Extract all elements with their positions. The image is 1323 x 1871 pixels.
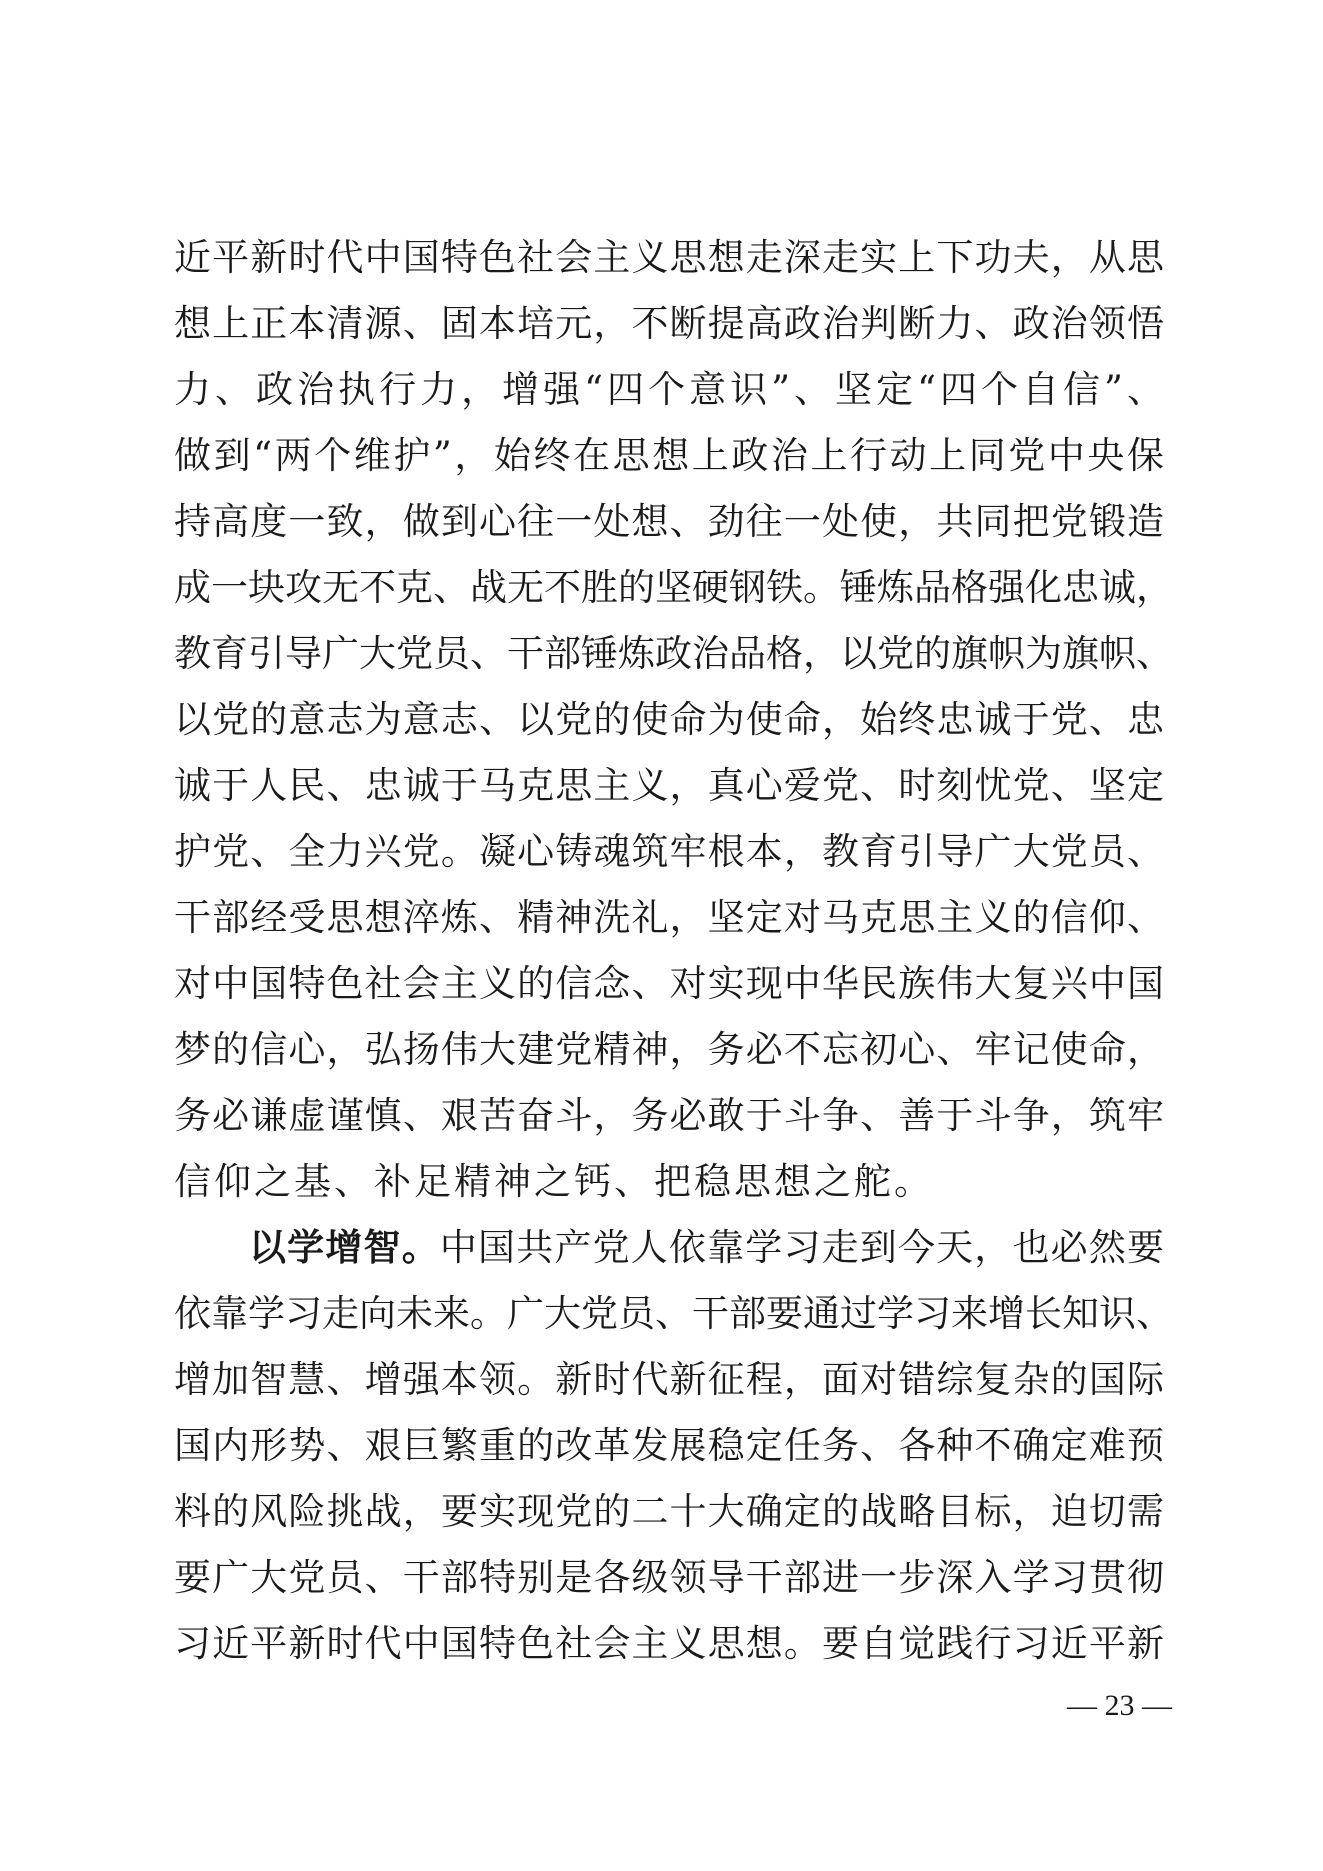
text-line: 近平新时代中国特色社会主义思想走深走实上下功夫，从思 xyxy=(174,236,1164,279)
text-line: 增加智慧、增强本领。新时代新征程，面对错综复杂的国际 xyxy=(174,1358,1164,1401)
text-line: 梦的信心，弘扬伟大建党精神，务必不忘初心、牢记使命， xyxy=(174,1028,1164,1071)
page-number: — 23 — xyxy=(1067,1689,1172,1722)
text-line: 教育引导广大党员、干部锤炼政治品格，以党的旗帜为旗帜、 xyxy=(174,632,1173,675)
text-line: 干部经受思想淬炼、精神洗礼，坚定对马克思主义的信仰、 xyxy=(174,896,1164,939)
text-line: 要广大党员、干部特别是各级领导干部进一步深入学习贯彻 xyxy=(174,1556,1164,1599)
text-line: 习近平新时代中国特色社会主义思想。要自觉践行习近平新 xyxy=(174,1622,1164,1665)
paragraph-2 xyxy=(174,1215,1173,1677)
text-line: 以党的意志为意志、以党的使命为使命，始终忠诚于党、忠 xyxy=(174,698,1164,741)
text-line: 想上正本清源、固本培元，不断提高政治判断力、政治领悟 xyxy=(174,302,1164,345)
paragraph-heading: 以学增智。 xyxy=(249,1226,440,1269)
text-line: 力、政治执行力，增强“四个意识”、坚定“四个自信”、 xyxy=(174,368,1164,411)
text-line: 国内形势、艰巨繁重的改革发展稳定任务、各种不确定难预 xyxy=(174,1424,1164,1467)
text-line: 依靠学习走向未来。广大党员、干部要通过学习来增长知识、 xyxy=(174,1292,1173,1335)
text-line: 对中国特色社会主义的信念、对实现中华民族伟大复兴中国 xyxy=(174,962,1164,1005)
text-line: 料的风险挑战，要实现党的二十大确定的战略目标，迫切需 xyxy=(174,1490,1164,1533)
text-line: 做到“两个维护”，始终在思想上政治上行动上同党中央保 xyxy=(174,434,1164,477)
paragraph-1 xyxy=(174,225,1173,1215)
body-text xyxy=(174,225,1173,1677)
text-line xyxy=(174,1215,1164,1281)
heading-line-text: 中国共产党人依靠学习走到今天，也必然要 xyxy=(439,1226,1165,1269)
text-line: 护党、全力兴党。凝心铸魂筑牢根本，教育引导广大党员、 xyxy=(174,830,1164,873)
text-line: 务必谦虚谨慎、艰苦奋斗，务必敢于斗争、善于斗争，筑牢 xyxy=(174,1094,1164,1137)
text-line: 信仰之基、补足精神之钙、把稳思想之舵。 xyxy=(174,1160,934,1203)
text-line: 成一块攻无不克、战无不胜的坚硬钢铁。锤炼品格强化忠诚， xyxy=(174,566,1173,609)
text-line: 诚于人民、忠诚于马克思主义，真心爱党、时刻忧党、坚定 xyxy=(174,764,1164,807)
text-line: 持高度一致，做到心往一处想、劲往一处使，共同把党锻造 xyxy=(174,500,1164,543)
